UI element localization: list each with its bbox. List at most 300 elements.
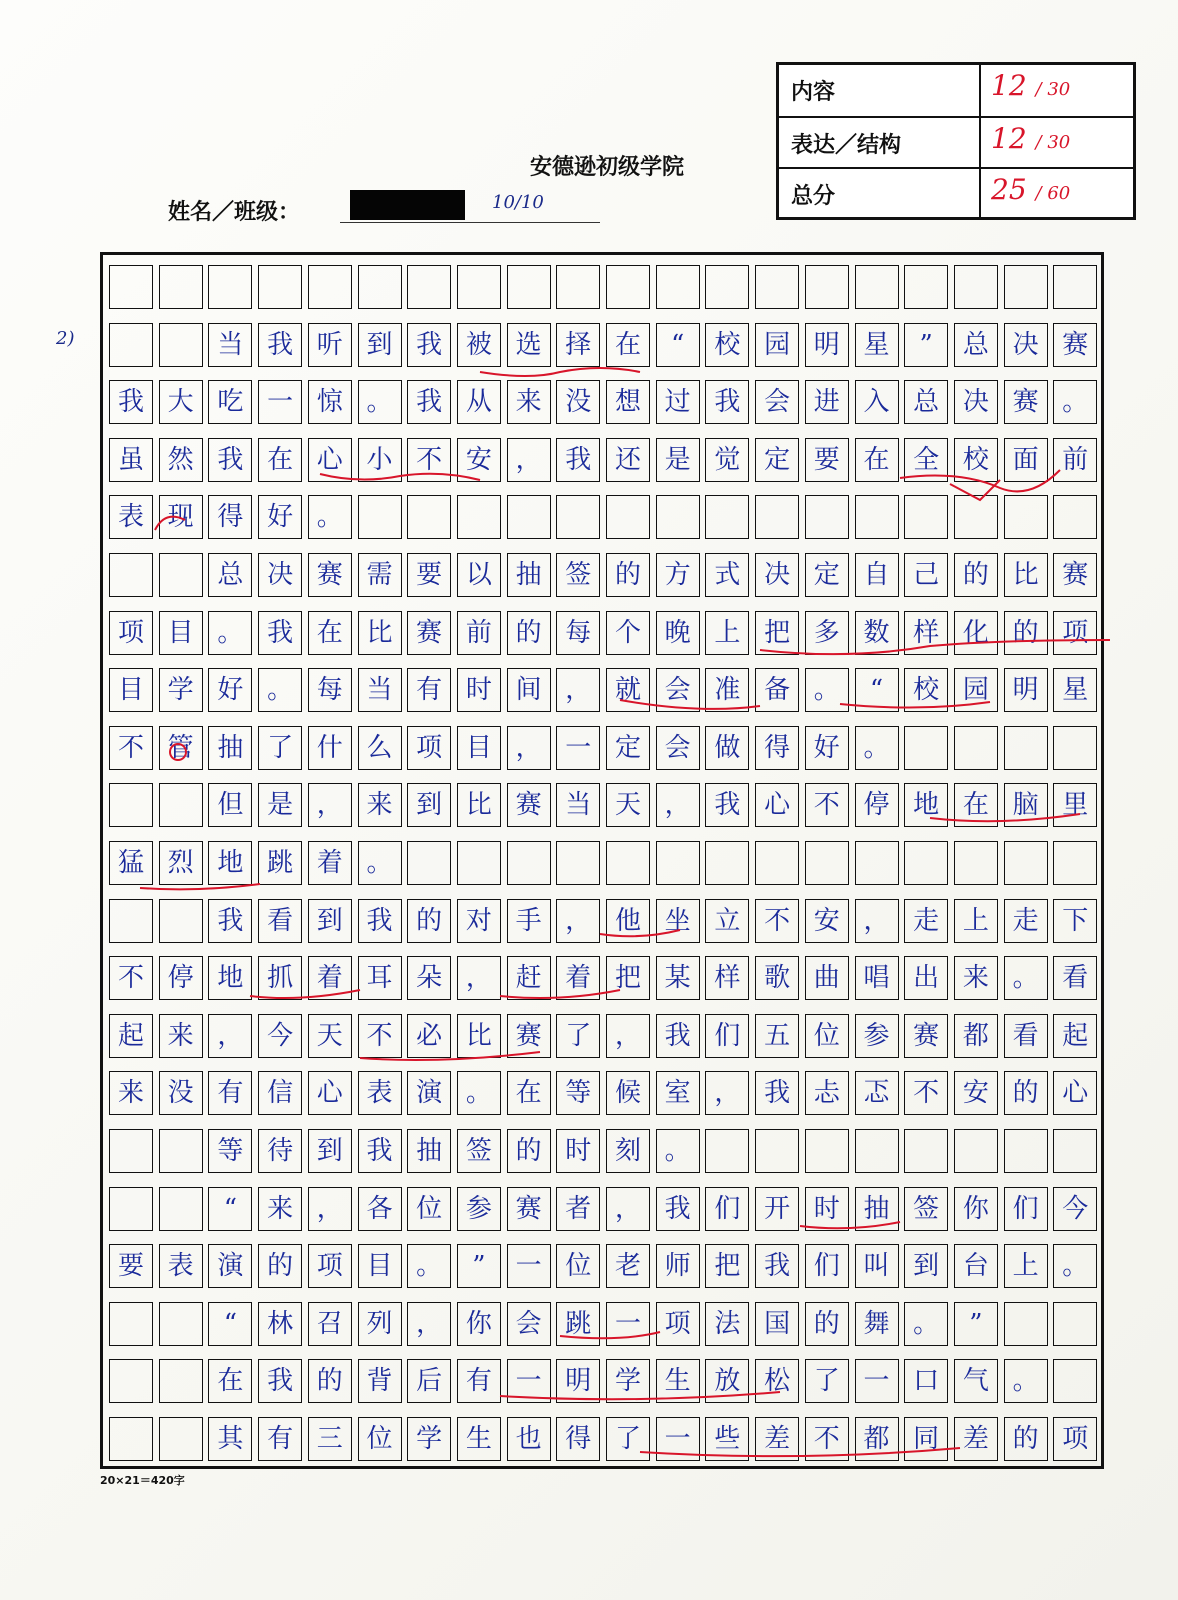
- grid-cell: 数: [855, 611, 899, 655]
- grid-cell: 明: [1004, 668, 1048, 712]
- grid-cell: 们: [805, 1244, 849, 1288]
- grid-cell: 的: [1004, 1417, 1048, 1461]
- grid-cell: 其: [208, 1417, 252, 1461]
- grid-cell: “: [855, 668, 899, 712]
- score-value-total: 25 / 60: [991, 173, 1071, 206]
- grid-cell: 等: [556, 1071, 600, 1115]
- grid-cell: 面: [1004, 438, 1048, 482]
- grid-cell: 天: [606, 783, 650, 827]
- grid-cell: 。: [904, 1302, 948, 1346]
- grid-cell: 校: [904, 668, 948, 712]
- red-underline: [640, 1448, 960, 1456]
- grid-cell: 待: [258, 1129, 302, 1173]
- grid-cell: 的: [507, 611, 551, 655]
- grid-cell: “: [208, 1302, 252, 1346]
- red-underline: [760, 640, 1110, 654]
- grid-cell: 决: [258, 553, 302, 597]
- grid-cell: 么: [358, 726, 402, 770]
- grid-cell: 三: [308, 1417, 352, 1461]
- red-underline: [900, 470, 1060, 491]
- grid-cell: 管: [159, 726, 203, 770]
- grid-cell: 口: [904, 1359, 948, 1403]
- grid-cell: 项: [1053, 1417, 1097, 1461]
- grid-cell: 他: [606, 899, 650, 943]
- grid-cell: 上: [954, 899, 998, 943]
- grid-cell: 背: [358, 1359, 402, 1403]
- grid-cell: ，: [855, 899, 899, 943]
- grid-cell: ，: [556, 668, 600, 712]
- grid-cell: 在: [258, 438, 302, 482]
- grid-cell: 跳: [258, 841, 302, 885]
- grid-cell: 总: [208, 553, 252, 597]
- grid-cell: 开: [755, 1187, 799, 1231]
- grid-cell: 每: [308, 668, 352, 712]
- grid-cell: 赛: [507, 783, 551, 827]
- grid-cell: 会: [656, 726, 700, 770]
- grid-cell: 我: [258, 1359, 302, 1403]
- grid-cell: 安: [805, 899, 849, 943]
- grid-cell: 我: [656, 1014, 700, 1058]
- grid-cell: 我: [258, 611, 302, 655]
- grid-cell: 。: [258, 668, 302, 712]
- grid-cell: 从: [457, 380, 501, 424]
- grid-cell: 赛: [904, 1014, 948, 1058]
- grid-cell: 比: [358, 611, 402, 655]
- grid-cell: 我: [358, 899, 402, 943]
- grid-cell: 在: [507, 1071, 551, 1115]
- red-circle: [170, 744, 186, 760]
- grid-cell: 坐: [656, 899, 700, 943]
- grid-cell: 我: [208, 438, 252, 482]
- grid-cell: 心: [308, 1071, 352, 1115]
- grid-cell: 的: [258, 1244, 302, 1288]
- grid-cell: 签: [457, 1129, 501, 1173]
- grid-cell: 起: [1053, 1014, 1097, 1058]
- grid-cell: 在: [308, 611, 352, 655]
- grid-cell: 赶: [507, 956, 551, 1000]
- grid-cell: 决: [954, 380, 998, 424]
- grid-cell: 好: [258, 495, 302, 539]
- grid-cell: 一: [556, 726, 600, 770]
- grid-cell: 气: [954, 1359, 998, 1403]
- red-underline: [500, 990, 620, 998]
- grid-cell: 。: [805, 668, 849, 712]
- grid-cell: 。: [358, 380, 402, 424]
- red-underline: [320, 474, 480, 480]
- grid-cell: 就: [606, 668, 650, 712]
- grid-cell: 歌: [755, 956, 799, 1000]
- grid-cell: 校: [954, 438, 998, 482]
- grid-cell: 但: [208, 783, 252, 827]
- grid-cell: 五: [755, 1014, 799, 1058]
- grid-cell: ，: [507, 726, 551, 770]
- grid-cell: 没: [159, 1071, 203, 1115]
- grid-cell: 虽: [109, 438, 153, 482]
- grid-cell: 国: [755, 1302, 799, 1346]
- grid-cell: 了: [805, 1359, 849, 1403]
- grid-cell: 表: [109, 495, 153, 539]
- grid-cell: 项: [656, 1302, 700, 1346]
- grid-cell: 法: [705, 1302, 749, 1346]
- grid-cell: 项: [109, 611, 153, 655]
- grid-cell: 跳: [556, 1302, 600, 1346]
- grid-cell: 的: [507, 1129, 551, 1173]
- grid-cell: 松: [755, 1359, 799, 1403]
- grid-cell: 会: [656, 668, 700, 712]
- grid-cell: 某: [656, 956, 700, 1000]
- grid-cell: 的: [954, 553, 998, 597]
- grid-cell: 。: [407, 1244, 451, 1288]
- grid-cell: 都: [954, 1014, 998, 1058]
- grid-cell: 晚: [656, 611, 700, 655]
- red-underline: [930, 814, 1080, 821]
- grid-cell: 我: [755, 1071, 799, 1115]
- grid-cell: 当: [358, 668, 402, 712]
- grid-cell: ，: [457, 956, 501, 1000]
- score-label-expression: 表达／结构: [791, 133, 902, 158]
- grid-cell: 什: [308, 726, 352, 770]
- grid-cell: 老: [606, 1244, 650, 1288]
- grid-cell: 来: [358, 783, 402, 827]
- grid-cell: ，: [556, 899, 600, 943]
- red-underline: [800, 1222, 900, 1228]
- grid-cell: 不: [109, 956, 153, 1000]
- grid-cell: 大: [159, 380, 203, 424]
- grid-cell: 自: [855, 553, 899, 597]
- grid-cell: 样: [904, 611, 948, 655]
- grid-cell: 地: [208, 841, 252, 885]
- grid-cell: 把: [755, 611, 799, 655]
- grid-cell: 间: [507, 668, 551, 712]
- grid-cell: 会: [507, 1302, 551, 1346]
- grid-cell: 样: [705, 956, 749, 1000]
- grid-cell: 参: [855, 1014, 899, 1058]
- grid-cell: 。: [358, 841, 402, 885]
- grid-cell: 不: [109, 726, 153, 770]
- grid-cell: 不: [805, 783, 849, 827]
- grid-cell: 得: [556, 1417, 600, 1461]
- grid-cell: 来: [159, 1014, 203, 1058]
- grid-cell: 决: [755, 553, 799, 597]
- grid-cell: 同: [904, 1417, 948, 1461]
- grid-cell: 然: [159, 438, 203, 482]
- grid-cell: ，: [606, 1014, 650, 1058]
- grid-cell: 候: [606, 1071, 650, 1115]
- grid-cell: 一: [606, 1302, 650, 1346]
- grid-cell: 看: [1004, 1014, 1048, 1058]
- red-underline: [500, 1392, 780, 1399]
- grid-cell: 定: [755, 438, 799, 482]
- grid-cell: 朵: [407, 956, 451, 1000]
- grid-cell: 耳: [358, 956, 402, 1000]
- grid-cell: “: [656, 323, 700, 367]
- grid-cell: 等: [208, 1129, 252, 1173]
- grid-cell: 天: [308, 1014, 352, 1058]
- grid-cell: 个: [606, 611, 650, 655]
- grid-cell: 叫: [855, 1244, 899, 1288]
- grid-cell: 位: [805, 1014, 849, 1058]
- grid-cell: 我: [656, 1187, 700, 1231]
- grid-cell: 忐: [805, 1071, 849, 1115]
- grid-cell: 林: [258, 1302, 302, 1346]
- grid-cell: 目: [159, 611, 203, 655]
- grid-cell: 项: [1053, 611, 1097, 655]
- grid-cell: ，: [308, 1187, 352, 1231]
- grid-cell: 化: [954, 611, 998, 655]
- grid-cell: ，: [507, 438, 551, 482]
- grid-cell: “: [208, 1187, 252, 1231]
- grid-cell: ”: [954, 1302, 998, 1346]
- grid-cell: 在: [208, 1359, 252, 1403]
- grid-cell: 了: [556, 1014, 600, 1058]
- grid-cell: 式: [705, 553, 749, 597]
- grid-cell: 是: [258, 783, 302, 827]
- grid-cell: 决: [1004, 323, 1048, 367]
- grid-cell: 每: [556, 611, 600, 655]
- grid-cell: 安: [457, 438, 501, 482]
- grid-cell: 一: [258, 380, 302, 424]
- grid-cell: 现: [159, 495, 203, 539]
- grid-cell: 到: [904, 1244, 948, 1288]
- grid-cell: 停: [159, 956, 203, 1000]
- grid-cell: 差: [954, 1417, 998, 1461]
- grid-cell: 我: [358, 1129, 402, 1173]
- red-mark: [155, 517, 185, 530]
- grid-cell: 表: [358, 1071, 402, 1115]
- grid-cell: 到: [308, 1129, 352, 1173]
- grid-cell: 上: [1004, 1244, 1048, 1288]
- grid-cell: 方: [656, 553, 700, 597]
- grid-cell: 目: [457, 726, 501, 770]
- grid-cell: 时: [556, 1129, 600, 1173]
- grid-cell: 择: [556, 323, 600, 367]
- score-label-total: 总分: [791, 184, 836, 209]
- grid-cell: 签: [904, 1187, 948, 1231]
- grid-cell: 都: [855, 1417, 899, 1461]
- grid-cell: 己: [904, 553, 948, 597]
- grid-cell: 也: [507, 1417, 551, 1461]
- grid-cell: 小: [358, 438, 402, 482]
- grid-cell: ，: [656, 783, 700, 827]
- grid-cell: 位: [358, 1417, 402, 1461]
- grid-cell: 被: [457, 323, 501, 367]
- grid-cell: 些: [705, 1417, 749, 1461]
- grid-cell: 手: [507, 899, 551, 943]
- grid-cell: 赛: [1053, 323, 1097, 367]
- grid-cell: 备: [755, 668, 799, 712]
- grid-cell: 明: [556, 1359, 600, 1403]
- grid-cell: 有: [457, 1359, 501, 1403]
- grid-cell: 好: [805, 726, 849, 770]
- grid-cell: 地: [208, 956, 252, 1000]
- grid-cell: 一: [507, 1244, 551, 1288]
- grid-cell: 明: [805, 323, 849, 367]
- grid-cell: 到: [308, 899, 352, 943]
- grid-cell: 赛: [507, 1014, 551, 1058]
- grid-cell: 还: [606, 438, 650, 482]
- grid-cell: 们: [705, 1014, 749, 1058]
- grid-cell: 了: [258, 726, 302, 770]
- grid-cell: 前: [457, 611, 501, 655]
- grid-cell: 来: [258, 1187, 302, 1231]
- grid-cell: 停: [855, 783, 899, 827]
- grid-cell: 列: [358, 1302, 402, 1346]
- grid-cell: 参: [457, 1187, 501, 1231]
- grid-cell: 不: [755, 899, 799, 943]
- grid-cell: ，: [606, 1187, 650, 1231]
- grid-cell: 忑: [855, 1071, 899, 1115]
- grid-cell: 。: [457, 1071, 501, 1115]
- grid-cell: 的: [1004, 1071, 1048, 1115]
- grid-cell: 好: [208, 668, 252, 712]
- grid-cell: 赛: [1053, 553, 1097, 597]
- grid-cell: 抽: [507, 553, 551, 597]
- red-underline: [480, 368, 640, 376]
- grid-cell: 多: [805, 611, 849, 655]
- grid-cell: ”: [457, 1244, 501, 1288]
- grid-cell: 在: [855, 438, 899, 482]
- question-number: 2): [56, 328, 75, 349]
- grid-cell: 前: [1053, 438, 1097, 482]
- grid-cell: 要: [109, 1244, 153, 1288]
- grid-cell: 想: [606, 380, 650, 424]
- grid-cell: 必: [407, 1014, 451, 1058]
- grid-cell: 目: [358, 1244, 402, 1288]
- grid-cell: 对: [457, 899, 501, 943]
- grid-cell: 过: [656, 380, 700, 424]
- grid-cell: 有: [208, 1071, 252, 1115]
- grid-cell: 比: [1004, 553, 1048, 597]
- grid-cell: 以: [457, 553, 501, 597]
- grid-cell: 今: [1053, 1187, 1097, 1231]
- grid-cell: 比: [457, 1014, 501, 1058]
- grid-cell: ”: [904, 323, 948, 367]
- grid-cell: 到: [407, 783, 451, 827]
- grid-cell: 园: [755, 323, 799, 367]
- grid-cell: 起: [109, 1014, 153, 1058]
- grid-cell: 目: [109, 668, 153, 712]
- grid-cell: 签: [556, 553, 600, 597]
- score-value-expression: 12 / 30: [991, 122, 1071, 155]
- grid-cell: 们: [1004, 1187, 1048, 1231]
- grid-cell: 一: [855, 1359, 899, 1403]
- grid-cell: 放: [705, 1359, 749, 1403]
- grid-cell: 唱: [855, 956, 899, 1000]
- grid-cell: 不: [358, 1014, 402, 1058]
- grid-cell: 你: [954, 1187, 998, 1231]
- grid-cell: 抽: [208, 726, 252, 770]
- grid-cell: 我: [556, 438, 600, 482]
- grid-cell: 各: [358, 1187, 402, 1231]
- red-caret: [950, 480, 1000, 500]
- grid-cell: 差: [755, 1417, 799, 1461]
- score-label-content: 内容: [791, 80, 836, 105]
- grid-cell: 我: [407, 380, 451, 424]
- grid-cell: 我: [109, 380, 153, 424]
- grid-cell: 做: [705, 726, 749, 770]
- grid-cell: 一: [656, 1417, 700, 1461]
- grid-cell: 是: [656, 438, 700, 482]
- grid-cell: 的: [805, 1302, 849, 1346]
- grid-cell: 有: [258, 1417, 302, 1461]
- grid-cell: 得: [755, 726, 799, 770]
- grid-cell: 会: [755, 380, 799, 424]
- grid-cell: 曲: [805, 956, 849, 1000]
- grid-cell: 学: [606, 1359, 650, 1403]
- red-underline: [840, 702, 990, 708]
- grid-cell: 上: [705, 611, 749, 655]
- grid-cell: 比: [457, 783, 501, 827]
- grid-cell: 赛: [308, 553, 352, 597]
- grid-cell: 着: [308, 956, 352, 1000]
- red-underline: [360, 1052, 540, 1060]
- grid-cell: 我: [755, 1244, 799, 1288]
- grid-cell: 抽: [407, 1129, 451, 1173]
- grid-cell: 来: [507, 380, 551, 424]
- grid-cell: 园: [954, 668, 998, 712]
- grid-cell: 有: [407, 668, 451, 712]
- grid-cell: 学: [159, 668, 203, 712]
- grid-cell: 入: [855, 380, 899, 424]
- grid-cell: 。: [1053, 1244, 1097, 1288]
- grid-cell: 没: [556, 380, 600, 424]
- grid-cell: 不: [904, 1071, 948, 1115]
- grid-cell: 着: [556, 956, 600, 1000]
- grid-cell: 里: [1053, 783, 1097, 827]
- red-underline: [560, 1332, 660, 1338]
- grid-cell: 的: [308, 1359, 352, 1403]
- grid-cell: 看: [258, 899, 302, 943]
- grid-cell: ，: [308, 783, 352, 827]
- grid-cell: 准: [705, 668, 749, 712]
- grid-cell: 我: [705, 380, 749, 424]
- grid-cell: 者: [556, 1187, 600, 1231]
- grid-cell: 赛: [507, 1187, 551, 1231]
- grid-cell: 心: [1053, 1071, 1097, 1115]
- grid-cell: 在: [606, 323, 650, 367]
- grid-cell: 出: [904, 956, 948, 1000]
- grid-cell: 今: [258, 1014, 302, 1058]
- grid-cell: 。: [1004, 1359, 1048, 1403]
- class-value: 10/10: [492, 192, 544, 213]
- grid-cell: 们: [705, 1187, 749, 1231]
- grid-cell: 当: [208, 323, 252, 367]
- grid-cell: 把: [606, 956, 650, 1000]
- grid-cell: 。: [656, 1129, 700, 1173]
- grid-cell: 到: [358, 323, 402, 367]
- grid-cell: 信: [258, 1071, 302, 1115]
- grid-cell: 要: [407, 553, 451, 597]
- grid-cell: 的: [1004, 611, 1048, 655]
- grid-cell: 心: [308, 438, 352, 482]
- grid-cell: 你: [457, 1302, 501, 1346]
- grid-cell: 下: [1053, 899, 1097, 943]
- grid-cell: 当: [556, 783, 600, 827]
- grid-cell: 得: [208, 495, 252, 539]
- grid-cell: 。: [308, 495, 352, 539]
- grid-cell: 项: [308, 1244, 352, 1288]
- grid-cell: 星: [855, 323, 899, 367]
- grid-cell: 演: [208, 1244, 252, 1288]
- grid-cell: 台: [954, 1244, 998, 1288]
- grid-cell: 烈: [159, 841, 203, 885]
- grid-cell: 的: [606, 553, 650, 597]
- red-underline: [600, 930, 680, 936]
- grid-cell: 。: [1053, 380, 1097, 424]
- grid-cell: 我: [208, 899, 252, 943]
- grid-cell: 总: [954, 323, 998, 367]
- grid-cell: 进: [805, 380, 849, 424]
